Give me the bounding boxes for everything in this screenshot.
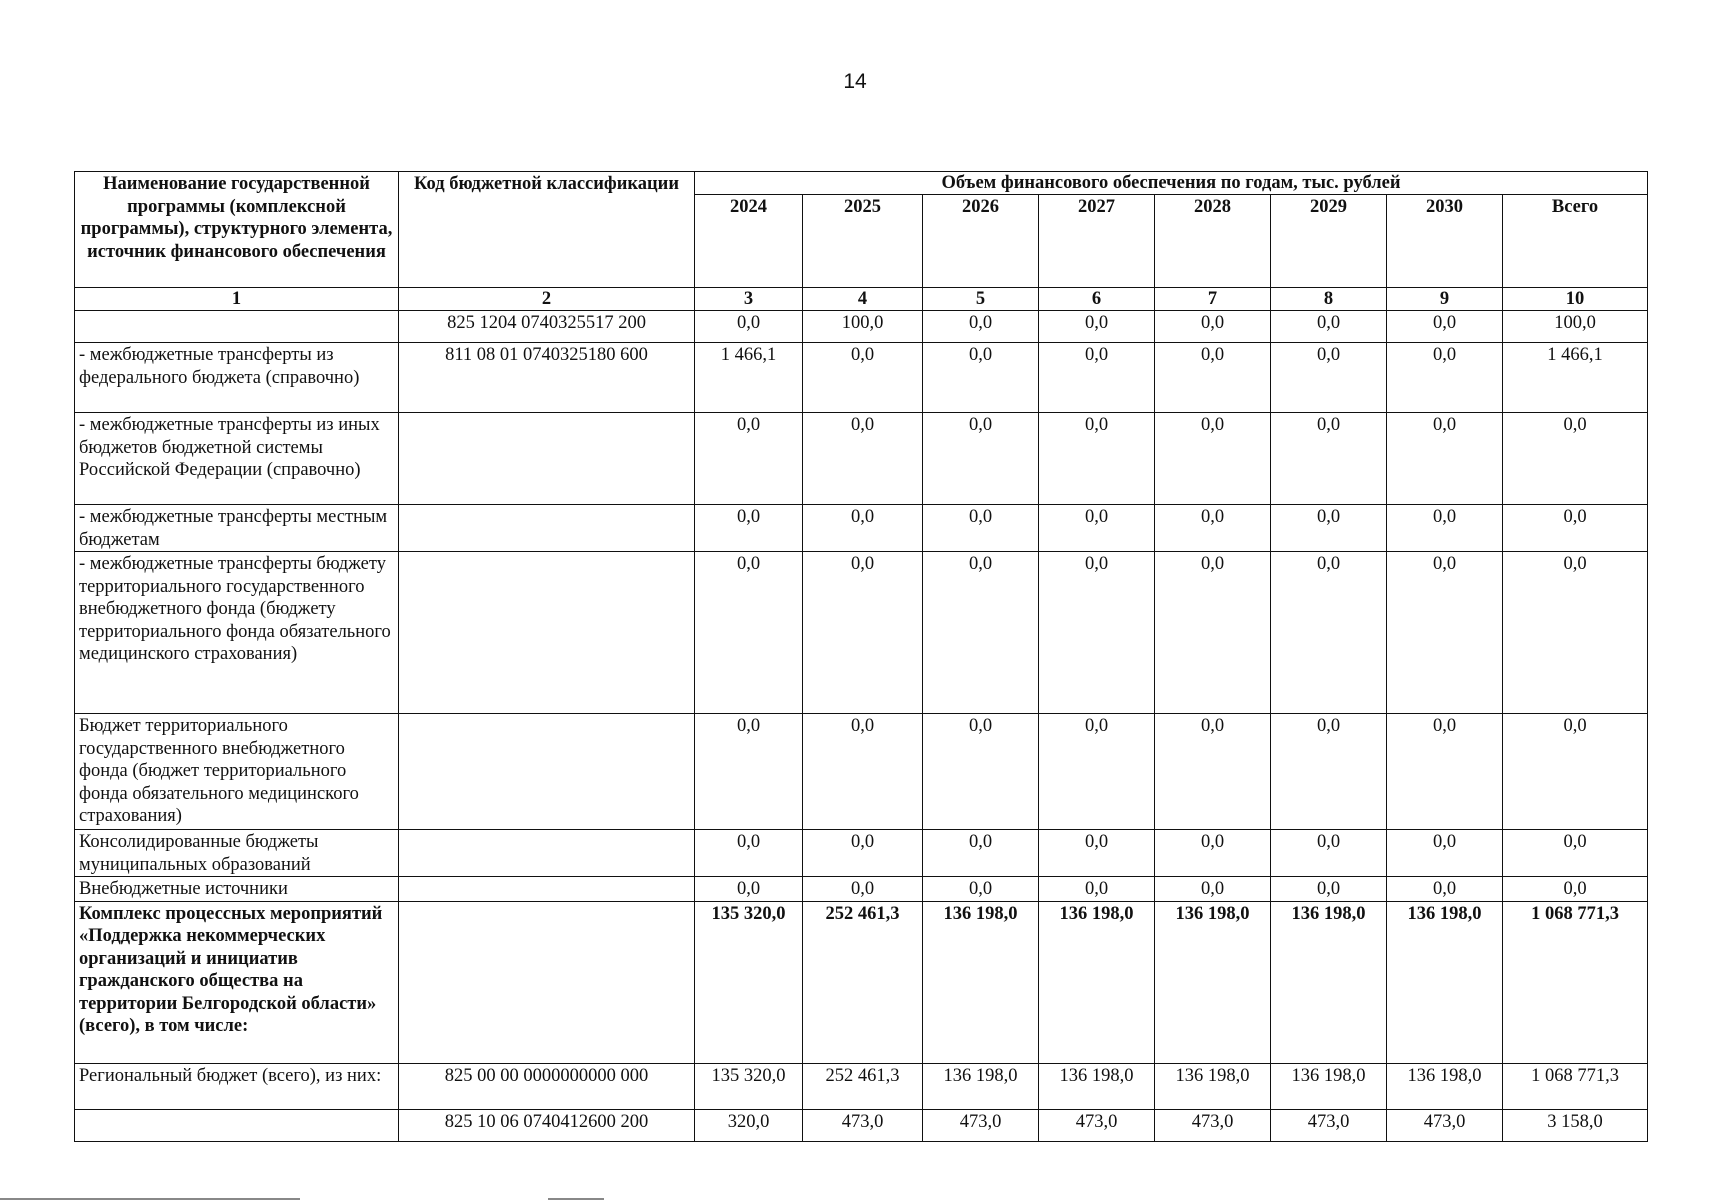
row-year-value: 0,0 — [1387, 830, 1503, 877]
row-year-value: 136 198,0 — [1039, 1063, 1155, 1109]
row-total-value: 1 068 771,3 — [1503, 1063, 1648, 1109]
row-year-value: 0,0 — [1039, 413, 1155, 505]
table-row — [75, 311, 1648, 343]
row-year-value: 473,0 — [1271, 1109, 1387, 1141]
header-name: Наименование государственной программы (комплексной программы), структурного элемента, источник финансового обеспечения — [75, 172, 399, 288]
row-name: - межбюджетные трансферты из федерального бюджета (справочно) — [75, 343, 399, 413]
row-budget-code — [399, 552, 695, 714]
financing-table — [74, 171, 1648, 1142]
row-year-value: 0,0 — [1387, 552, 1503, 714]
row-year-value: 0,0 — [803, 552, 923, 714]
row-budget-code: 825 00 00 0000000000 000 — [399, 1063, 695, 1109]
row-year-value: 0,0 — [1155, 343, 1271, 413]
row-year-value: 0,0 — [1155, 830, 1271, 877]
row-year-value: 0,0 — [695, 830, 803, 877]
row-year-value: 0,0 — [1039, 552, 1155, 714]
row-year-value: 0,0 — [1387, 311, 1503, 343]
row-name: - межбюджетные трансферты местным бюджетам — [75, 505, 399, 552]
table-row — [75, 413, 1648, 505]
row-budget-code — [399, 830, 695, 877]
table-row — [75, 552, 1648, 714]
header-year: 2026 — [923, 194, 1039, 287]
header-year: 2025 — [803, 194, 923, 287]
table-row — [75, 1063, 1648, 1109]
table-row — [75, 830, 1648, 877]
table-row — [75, 505, 1648, 552]
row-budget-code — [399, 413, 695, 505]
column-number: 5 — [923, 288, 1039, 311]
row-year-value: 0,0 — [923, 311, 1039, 343]
row-year-value: 0,0 — [1155, 413, 1271, 505]
row-year-value: 0,0 — [1039, 714, 1155, 830]
row-year-value: 0,0 — [695, 505, 803, 552]
row-year-value: 136 198,0 — [923, 901, 1039, 1063]
row-year-value: 0,0 — [1039, 830, 1155, 877]
row-year-value: 0,0 — [1387, 343, 1503, 413]
row-year-value: 0,0 — [1155, 505, 1271, 552]
row-year-value: 0,0 — [1271, 311, 1387, 343]
row-year-value: 136 198,0 — [1271, 1063, 1387, 1109]
row-year-value: 0,0 — [923, 877, 1039, 902]
column-number: 4 — [803, 288, 923, 311]
table-row — [75, 343, 1648, 413]
row-year-value: 0,0 — [1155, 877, 1271, 902]
row-name: Комплекс процессных мероприятий «Поддержка некоммерческих организаций и инициатив гражданского общества на территории Белгородской области» (всего), в том числе: — [75, 901, 399, 1063]
row-name: - межбюджетные трансферты бюджету территориального государственного внебюджетного фонда (бюджету территориального фонда обязательного медицинского страхования) — [75, 552, 399, 714]
row-total-value: 0,0 — [1503, 552, 1648, 714]
column-number: 1 — [75, 288, 399, 311]
row-budget-code: 811 08 01 0740325180 600 — [399, 343, 695, 413]
row-budget-code: 825 10 06 0740412600 200 — [399, 1109, 695, 1141]
table-row — [75, 877, 1648, 902]
row-year-value: 0,0 — [695, 311, 803, 343]
row-year-value: 136 198,0 — [923, 1063, 1039, 1109]
header-row-1 — [75, 172, 1648, 195]
row-total-value: 100,0 — [1503, 311, 1648, 343]
header-year: 2030 — [1387, 194, 1503, 287]
row-year-value: 136 198,0 — [1039, 901, 1155, 1063]
row-budget-code — [399, 714, 695, 830]
row-year-value: 473,0 — [1039, 1109, 1155, 1141]
row-year-value: 0,0 — [1039, 311, 1155, 343]
row-year-value: 0,0 — [1271, 830, 1387, 877]
row-total-value: 0,0 — [1503, 714, 1648, 830]
row-year-value: 0,0 — [1155, 552, 1271, 714]
row-year-value: 0,0 — [1271, 413, 1387, 505]
row-year-value: 0,0 — [1039, 505, 1155, 552]
row-year-value: 0,0 — [923, 552, 1039, 714]
row-year-value: 0,0 — [695, 552, 803, 714]
row-year-value: 473,0 — [803, 1109, 923, 1141]
row-year-value: 0,0 — [1039, 343, 1155, 413]
row-year-value: 252 461,3 — [803, 901, 923, 1063]
column-number-row — [75, 288, 1648, 311]
column-number: 7 — [1155, 288, 1271, 311]
row-year-value: 0,0 — [1271, 877, 1387, 902]
header-year: 2029 — [1271, 194, 1387, 287]
row-year-value: 0,0 — [803, 877, 923, 902]
row-year-value: 135 320,0 — [695, 1063, 803, 1109]
row-year-value: 136 198,0 — [1387, 901, 1503, 1063]
row-total-value: 0,0 — [1503, 505, 1648, 552]
header-group-title: Объем финансового обеспечения по годам, тыс. рублей — [695, 172, 1648, 195]
row-year-value: 0,0 — [1387, 877, 1503, 902]
row-year-value: 0,0 — [1387, 413, 1503, 505]
row-year-value: 0,0 — [923, 714, 1039, 830]
header-year: 2028 — [1155, 194, 1271, 287]
row-year-value: 320,0 — [695, 1109, 803, 1141]
row-year-value: 0,0 — [1155, 311, 1271, 343]
row-year-value: 0,0 — [1271, 505, 1387, 552]
header-year: 2024 — [695, 194, 803, 287]
row-name: Внебюджетные источники — [75, 877, 399, 902]
header-code: Код бюджетной классификации — [399, 172, 695, 288]
row-year-value: 136 198,0 — [1155, 1063, 1271, 1109]
row-year-value: 0,0 — [923, 343, 1039, 413]
row-total-value: 0,0 — [1503, 830, 1648, 877]
column-number: 9 — [1387, 288, 1503, 311]
row-budget-code — [399, 877, 695, 902]
table-row — [75, 714, 1648, 830]
row-name: - межбюджетные трансферты из иных бюджетов бюджетной системы Российской Федерации (справочно) — [75, 413, 399, 505]
row-name: Региональный бюджет (всего), из них: — [75, 1063, 399, 1109]
row-year-value: 136 198,0 — [1155, 901, 1271, 1063]
row-year-value: 473,0 — [1155, 1109, 1271, 1141]
column-number: 10 — [1503, 288, 1648, 311]
column-number: 8 — [1271, 288, 1387, 311]
row-total-value: 3 158,0 — [1503, 1109, 1648, 1141]
row-year-value: 0,0 — [923, 413, 1039, 505]
table-row — [75, 1109, 1648, 1141]
row-year-value: 0,0 — [803, 505, 923, 552]
row-year-value: 0,0 — [1387, 505, 1503, 552]
row-year-value: 100,0 — [803, 311, 923, 343]
header-total: Всего — [1503, 194, 1648, 287]
row-budget-code: 825 1204 0740325517 200 — [399, 311, 695, 343]
row-year-value: 0,0 — [695, 714, 803, 830]
column-number: 3 — [695, 288, 803, 311]
row-year-value: 473,0 — [923, 1109, 1039, 1141]
row-year-value: 0,0 — [803, 830, 923, 877]
table-body — [75, 311, 1648, 1142]
row-year-value: 0,0 — [1155, 714, 1271, 830]
row-year-value: 0,0 — [1271, 714, 1387, 830]
row-total-value: 0,0 — [1503, 877, 1648, 902]
column-number: 6 — [1039, 288, 1155, 311]
row-year-value: 0,0 — [803, 714, 923, 830]
row-year-value: 0,0 — [695, 877, 803, 902]
row-year-value: 0,0 — [803, 343, 923, 413]
row-year-value: 136 198,0 — [1387, 1063, 1503, 1109]
row-year-value: 0,0 — [1271, 343, 1387, 413]
page-number: 14 — [843, 70, 867, 93]
row-name: Бюджет территориального государственного внебюджетного фонда (бюджет территориального фонда обязательного медицинского страхования) — [75, 714, 399, 830]
row-budget-code — [399, 901, 695, 1063]
row-total-value: 0,0 — [1503, 413, 1648, 505]
row-name — [75, 311, 399, 343]
row-year-value: 473,0 — [1387, 1109, 1503, 1141]
row-budget-code — [399, 505, 695, 552]
row-year-value: 1 466,1 — [695, 343, 803, 413]
row-year-value: 0,0 — [923, 505, 1039, 552]
row-year-value: 136 198,0 — [1271, 901, 1387, 1063]
row-year-value: 0,0 — [803, 413, 923, 505]
row-name: Консолидированные бюджеты муниципальных образований — [75, 830, 399, 877]
row-total-value: 1 068 771,3 — [1503, 901, 1648, 1063]
row-year-value: 0,0 — [1271, 552, 1387, 714]
row-year-value: 0,0 — [1387, 714, 1503, 830]
row-total-value: 1 466,1 — [1503, 343, 1648, 413]
row-year-value: 0,0 — [923, 830, 1039, 877]
row-year-value: 135 320,0 — [695, 901, 803, 1063]
column-number: 2 — [399, 288, 695, 311]
row-year-value: 0,0 — [695, 413, 803, 505]
table-row — [75, 901, 1648, 1063]
row-year-value: 252 461,3 — [803, 1063, 923, 1109]
row-year-value: 0,0 — [1039, 877, 1155, 902]
header-year: 2027 — [1039, 194, 1155, 287]
row-name — [75, 1109, 399, 1141]
